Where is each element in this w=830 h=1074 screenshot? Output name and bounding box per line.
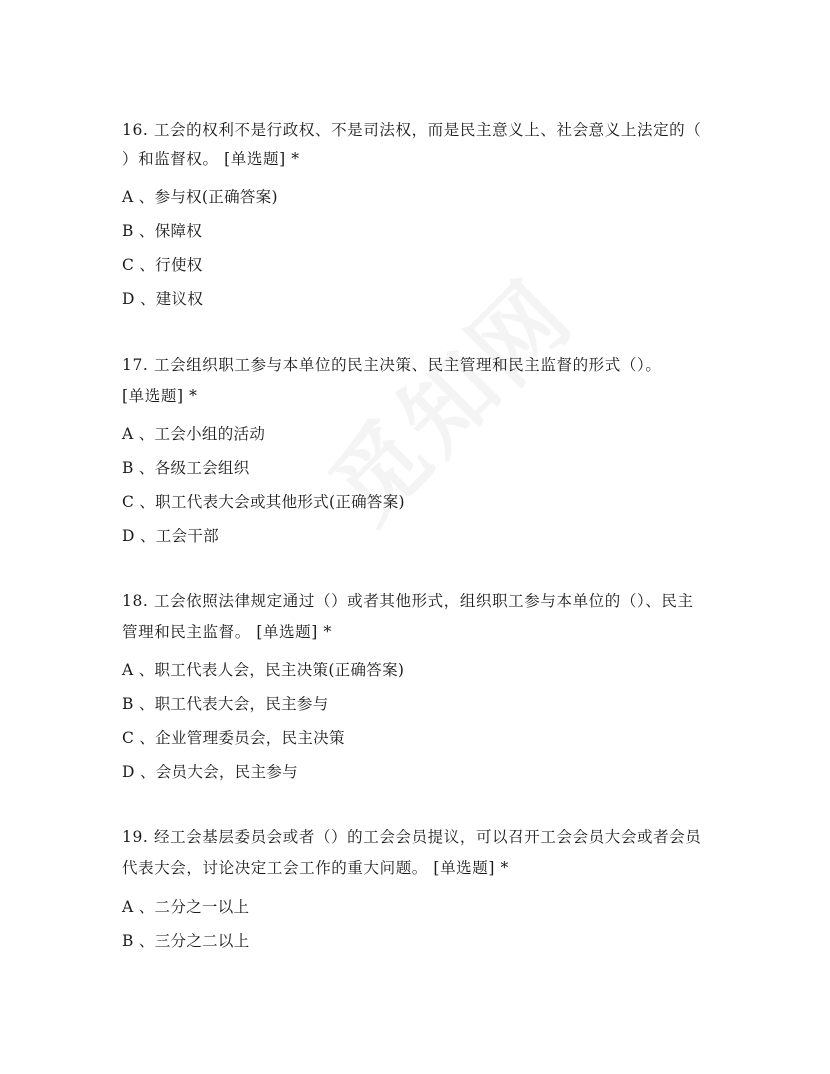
question-17-option-c: C 、职工代表大会或其他形式(正确答案) (122, 493, 405, 511)
question-16-option-c: C 、行使权 (122, 256, 203, 274)
question-17-option-b: B 、各级工会组织 (122, 459, 250, 477)
question-18-option-b: B 、职工代表大会，民主参与 (122, 695, 329, 713)
question-16-option-b: B 、保障权 (122, 222, 203, 240)
question-16-option-d: D 、建议权 (122, 290, 204, 308)
question-18-option-c: C 、企业管理委员会，民主决策 (122, 729, 345, 747)
question-16-line-1: 16. 工会的权利不是行政权、不是司法权，而是民主意义上、社会意义上法定的（ (122, 121, 702, 139)
question-19-option-a: A 、二分之一以上 (122, 898, 250, 916)
question-17-line-2: [单选题] * (122, 387, 198, 405)
question-17-line-1: 17. 工会组织职工参与本单位的民主决策、民主管理和民主监督的形式（）。 (122, 356, 662, 374)
question-18-option-a: A 、职工代表人会，民主决策(正确答案) (122, 661, 405, 679)
question-18-line-1: 18. 工会依照法律规定通过（）或者其他形式，组织职工参与本单位的（）、民主 (122, 592, 694, 610)
question-19-option-b: B 、三分之二以上 (122, 932, 250, 950)
question-19-line-2: 代表大会，讨论决定工会工作的重大问题。 [单选题] * (122, 859, 509, 877)
question-18-option-d: D 、会员大会，民主参与 (122, 763, 298, 781)
question-17-option-a: A 、工会小组的活动 (122, 425, 266, 443)
question-16-option-a: A 、参与权(正确答案) (122, 188, 278, 206)
question-18-line-2: 管理和民主监督。 [单选题] * (122, 623, 332, 641)
question-17-option-d: D 、工会干部 (122, 527, 219, 545)
question-16-line-2: ）和监督权。 [单选题] * (122, 150, 300, 168)
question-19-line-1: 19. 经工会基层委员会或者（）的工会会员提议，可以召开工会会员大会或者会员 (122, 828, 702, 846)
